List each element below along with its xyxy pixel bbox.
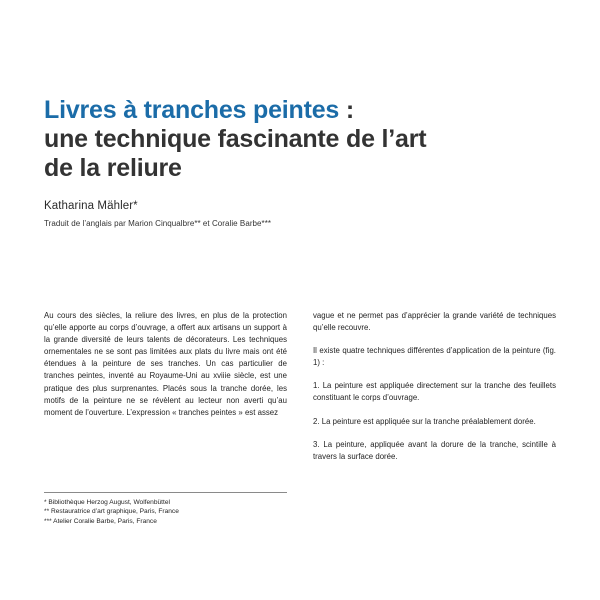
footnote-divider xyxy=(44,492,287,493)
paragraph: Il existe quatre techniques différentes d’application de la peinture (fig. 1) : xyxy=(313,346,556,368)
footnotes xyxy=(44,492,287,526)
title-colon: : xyxy=(339,96,355,124)
body-columns xyxy=(44,310,556,463)
footnote-item: ** Restauratrice d’art graphique, Paris, France xyxy=(44,508,179,516)
column-left xyxy=(44,310,287,463)
paragraph: 3. La peinture, appliquée avant la dorure de la tranche, scintille à travers la surface dorée. xyxy=(313,439,556,461)
page-title xyxy=(44,96,556,183)
paragraph: Au cours des siècles, la reliure des livres, en plus de la protection qu’elle apporte au corps d’ouvrage, a offert aux artisans un support à la grande diversité de leurs talents de décorateurs. Les techniques ornementales ne se sont pas limitées aux plats du livre mais ont été étendues à la peinture de ses tranches. Un cas particulier de tranches peintes, inventé au Royaume-Uni au xviiie siècle, est une pratique des plus surprenantes. Placés sous la tranche dorée, les motifs de la peinture ne se révèlent au lecteur non averti qu’au moment de l’ouverture. L’expression « tranches peintes » est assez xyxy=(44,311,287,417)
author-name: Katharina Mähler* xyxy=(44,200,138,212)
title-line-2: une technique fascinante de l’art xyxy=(44,125,427,153)
footnote-item: *** Atelier Coralie Barbe, Paris, France xyxy=(44,517,157,525)
title-line-3: de la reliure xyxy=(44,154,182,182)
paragraph: 2. La peinture est appliquée sur la tranche préalablement dorée. xyxy=(313,416,536,426)
paragraph: 1. La peinture est appliquée directement sur la tranche des feuillets constituant le corps d’ouvrage. xyxy=(313,381,556,403)
column-right xyxy=(313,310,556,463)
paragraph: vague et ne permet pas d’apprécier la grande variété de techniques qu’elle recouvre. xyxy=(313,311,556,333)
translator-credit: Traduit de l’anglais par Marion Cinqualbre** et Coralie Barbe*** xyxy=(44,219,272,228)
title-accent: Livres à tranches peintes xyxy=(44,96,340,124)
title-line-1 xyxy=(44,96,556,125)
footnote-item: * Bibliothèque Herzog August, Wolfenbüttel xyxy=(44,499,170,506)
